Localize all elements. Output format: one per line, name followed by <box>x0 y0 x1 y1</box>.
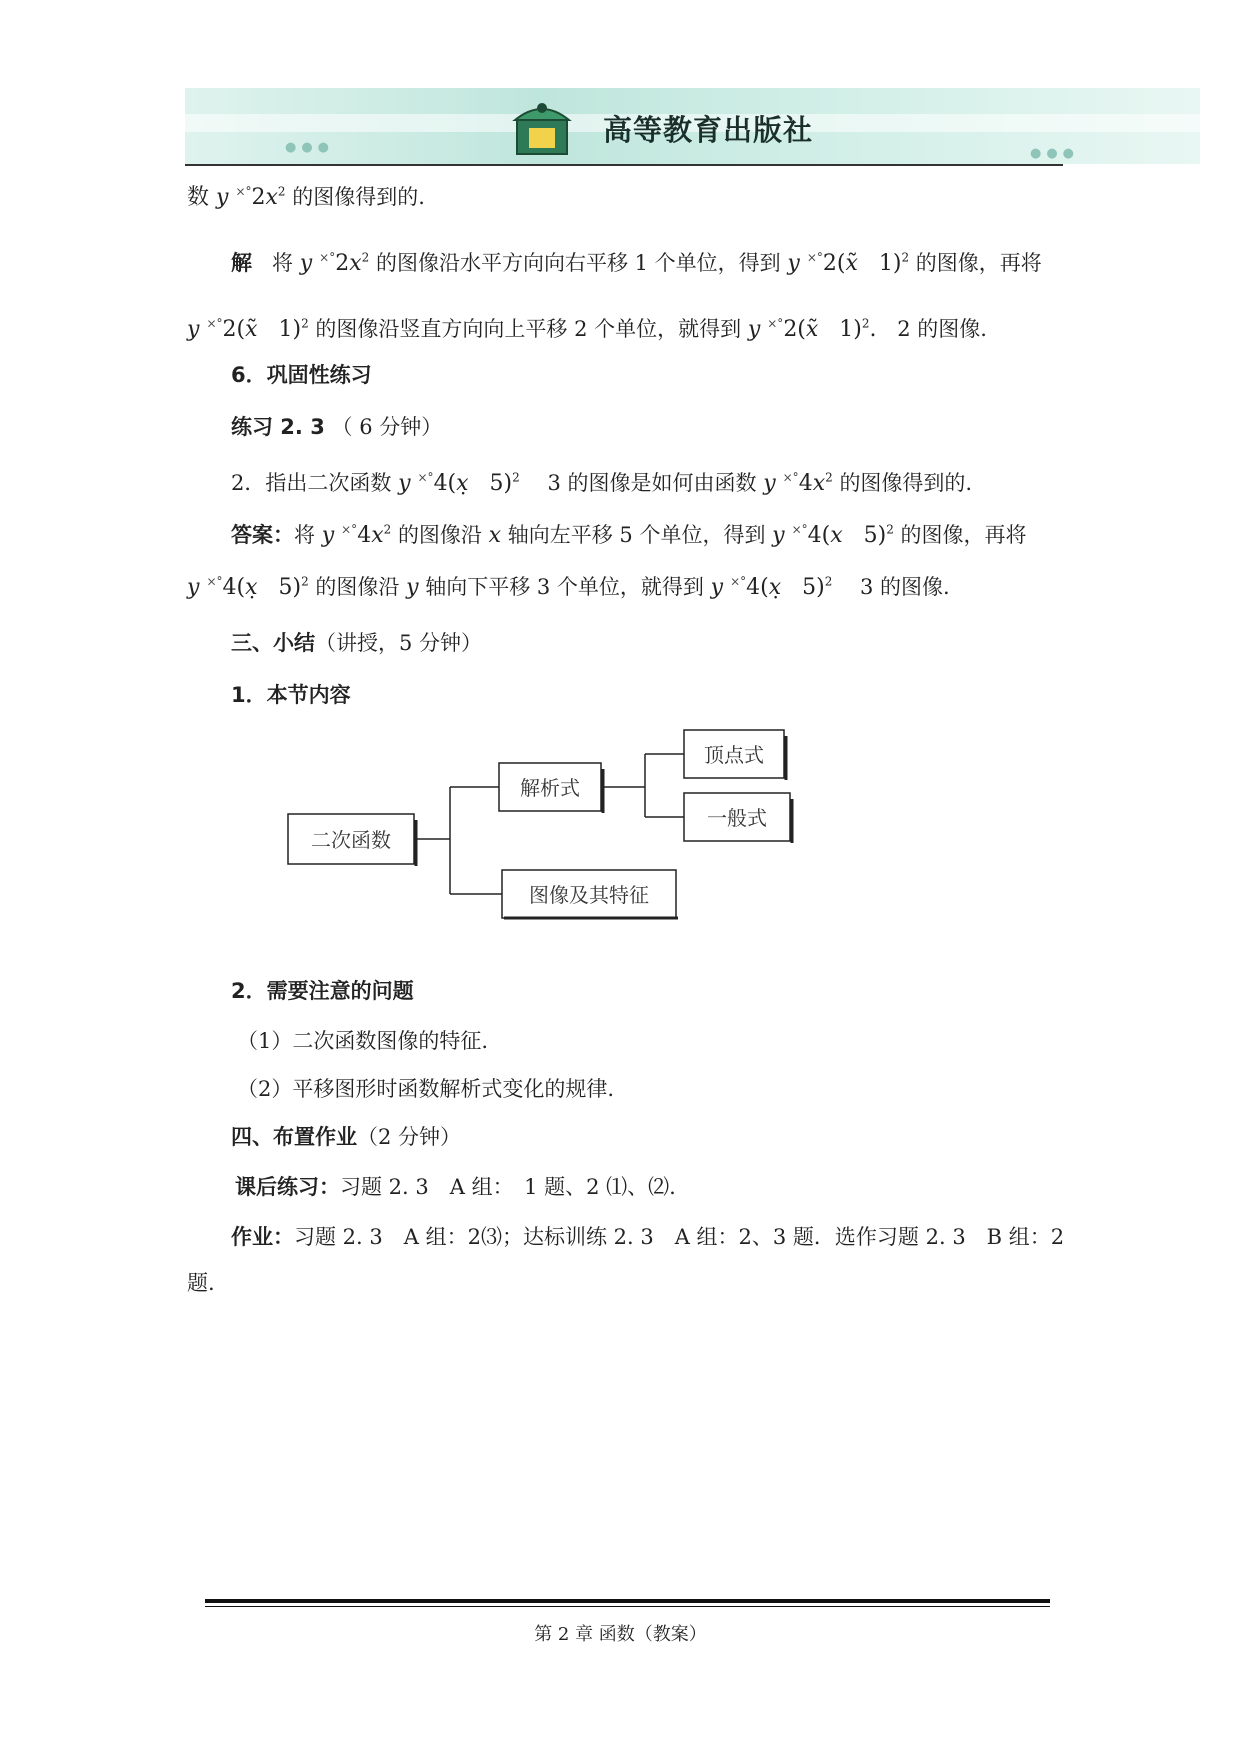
publisher-name: 高等教育出版社 <box>603 113 814 147</box>
exercise-duration: （ 6 分钟） <box>331 415 443 439</box>
homework-label: 作业： <box>231 1225 294 1249</box>
answer-label: 答案： <box>231 523 294 547</box>
text-line-14 <box>231 1122 461 1152</box>
diagram-analytic-label: 解析式 <box>520 776 580 800</box>
line-6-b: 3 的图像是如何由函数 <box>547 471 757 495</box>
formula: y ×°2(x̃ 1)$^2$. <box>747 316 891 342</box>
footer-rule-thin <box>205 1606 1050 1607</box>
formula: 数 y $^{\times^\circ}2x^2$ <box>187 184 286 210</box>
summary-duration: （讲授，5 分钟） <box>315 631 483 655</box>
section-heading-6: 6．巩固性练习 <box>231 363 372 387</box>
formula: y ×°4(x̣ 5)$^2$ <box>710 574 833 600</box>
text-line-15 <box>235 1172 676 1202</box>
after-class-text: 习题 2. 3 A 组： 1 题、2 ⑴、⑵. <box>340 1175 676 1199</box>
formula: y ×°4(x 5)$^2$ <box>772 522 894 548</box>
line-1-text: 的图像得到的. <box>292 185 425 209</box>
formula: y ×°2(x̃ 1)$^2$ <box>787 250 910 276</box>
formula: y ×°4(x̣ 5)$^2$ <box>398 470 520 496</box>
diagram-vertex-label: 顶点式 <box>704 743 764 767</box>
formula: x <box>488 523 502 548</box>
text-line-16 <box>231 1222 1064 1252</box>
line-6-a: 2．指出二次函数 <box>231 471 392 495</box>
solution-label: 解 <box>231 251 252 275</box>
formula: y ×°2(x̃ 1)$^2$ <box>187 316 309 342</box>
page-footer: 第 2 章 函数（教案） <box>534 1624 707 1645</box>
formula: y <box>406 575 419 600</box>
text-line-17: 题. <box>187 1271 215 1295</box>
line-2-a: 将 <box>272 251 294 275</box>
line-8-a: 的图像沿 <box>315 575 400 599</box>
diagram-root-label: 二次函数 <box>311 828 391 852</box>
homework-heading: 四、布置作业 <box>231 1125 357 1149</box>
diagram-graph-label: 图像及其特征 <box>529 883 649 907</box>
line-7-b: 的图像沿 <box>397 523 482 547</box>
line-3-a: 的图像沿竖直方向向上平移 2 个单位，就得到 <box>315 317 742 341</box>
homework-text: 习题 2. 3 A 组：2⑶；达标训练 2. 3 A 组：2、3 题．选作习题 2. 3 B 组：2 <box>294 1225 1065 1249</box>
section-notes-heading: 2．需要注意的问题 <box>231 979 414 1003</box>
summary-heading: 三、小结 <box>231 631 315 655</box>
banner-dots-left: ●●● <box>285 140 335 155</box>
line-8-b: 轴向下平移 3 个单位，就得到 <box>425 575 704 599</box>
line-7-a: 将 <box>294 523 315 547</box>
footer-rule-thick <box>205 1599 1050 1603</box>
note-1: （1）二次函数图像的特征. <box>237 1029 489 1053</box>
note-2: （2）平移图形时函数解析式变化的规律. <box>237 1077 615 1101</box>
line-3-b: 2 的图像. <box>897 317 987 341</box>
exercise-label: 练习 2. 3 <box>231 415 325 439</box>
line-8-c: 3 的图像. <box>860 575 950 599</box>
line-2-c: 的图像，再将 <box>915 251 1042 275</box>
line-6-c: 的图像得到的. <box>839 471 973 495</box>
line-7-c: 轴向左平移 5 个单位，得到 <box>507 523 766 547</box>
formula: y $^{\times^\circ}2x^2$ <box>299 250 370 276</box>
diagram-general-label: 一般式 <box>707 806 767 830</box>
formula: y $^{\times^\circ}4x^2$ <box>321 522 392 548</box>
homework-duration: （2 分钟） <box>357 1125 462 1149</box>
banner-dots-right: ●●● <box>1030 146 1080 161</box>
line-2-b: 的图像沿水平方向向右平移 1 个单位，得到 <box>375 251 781 275</box>
line-7-d: 的图像，再将 <box>900 523 1027 547</box>
section-content-heading: 1．本节内容 <box>231 683 351 707</box>
formula: y ×°4(x̣ 5)$^2$ <box>187 574 309 600</box>
after-class-label: 课后练习： <box>235 1175 340 1199</box>
formula: y $^{\times^\circ}4x^2$ <box>763 470 833 496</box>
